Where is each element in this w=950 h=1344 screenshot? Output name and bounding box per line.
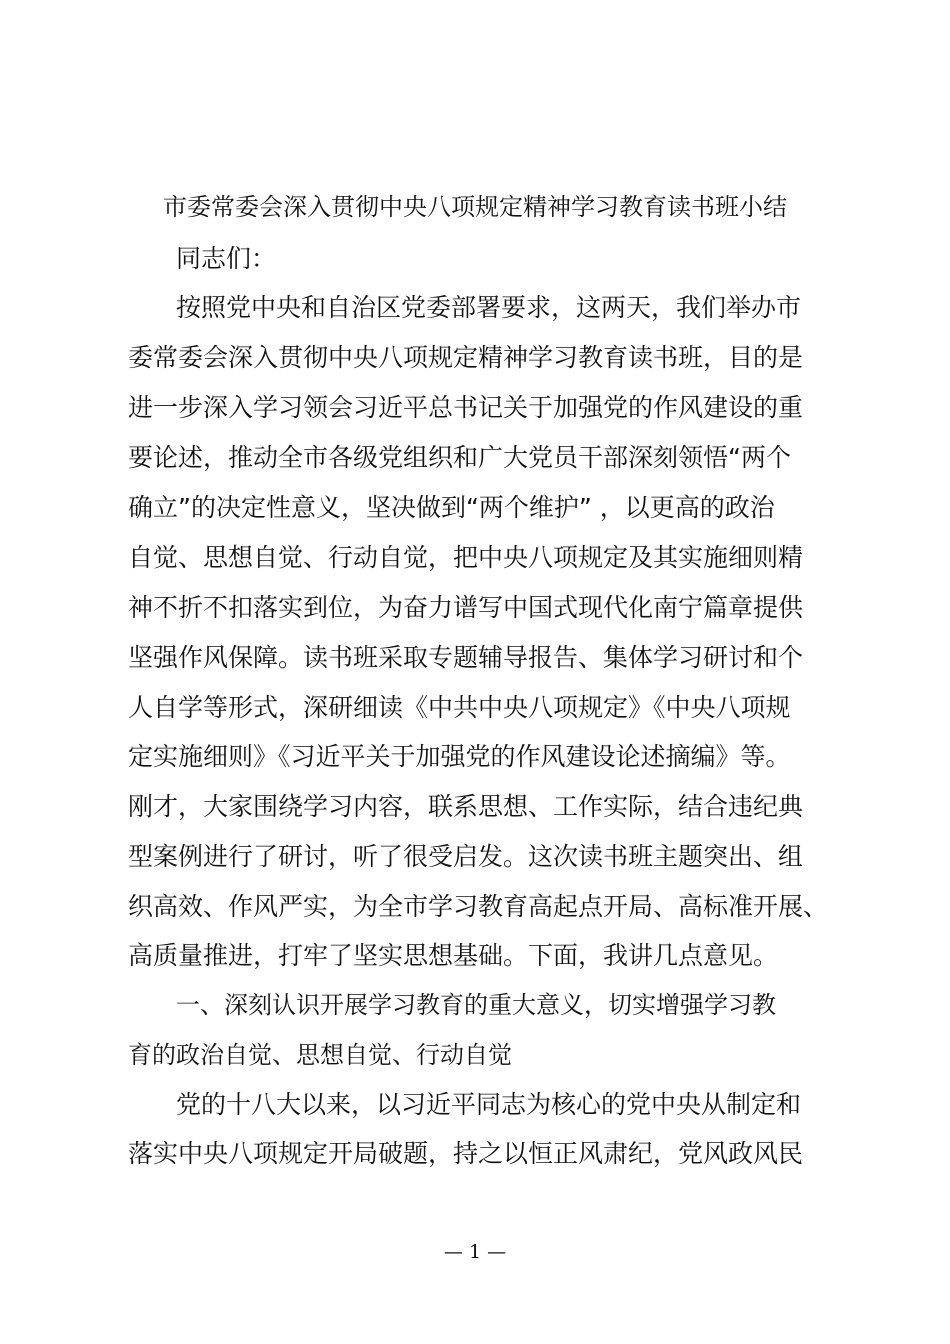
- body-line-5: 确立”的决定性意义，坚决做到“两个维护” ，以更高的政治: [128, 493, 775, 522]
- section-heading-line-1: 一、深刻认识开展学习教育的重大意义，切实增强学习教: [176, 991, 776, 1019]
- body-line-1: 按照党中央和自治区党委部署要求，这两天，我们举办市: [176, 293, 802, 322]
- salutation: 同志们：: [176, 244, 277, 273]
- body-line-14: 高质量推进，打牢了坚实思想基础。下面，我讲几点意见。: [128, 941, 779, 970]
- body-line-13: 织高效、作风严实，为全市学习教育高起点开局、高标准开展、: [128, 892, 829, 921]
- body-line-8: 坚强作风保障。读书班采取专题辅导报告、集体学习研讨和个: [128, 643, 804, 672]
- body-line-4: 要论述，推动全市各级党组织和广大党员干部深刻领悟“两个: [128, 443, 791, 472]
- section-heading-line-2: 育的政治自觉、思想自觉、行动自觉: [128, 1041, 512, 1069]
- section-body-line-1: 党的十八大以来，以习近平同志为核心的党中央从制定和: [176, 1090, 802, 1119]
- section-body-line-2: 落实中央八项规定开局破题，持之以恒正风肃纪，党风政风民: [128, 1139, 804, 1168]
- body-line-3: 进一步深入学习领会习近平总书记关于加强党的作风建设的重: [128, 393, 804, 422]
- body-line-6: 自觉、思想自觉、行动自觉，把中央八项规定及其实施细则精: [128, 543, 804, 572]
- body-line-10: 定实施细则》《习近平关于加强党的作风建设论述摘编》等。: [128, 742, 791, 771]
- body-line-2: 委常委会深入贯彻中央八项规定精神学习教育读书班，目的是: [128, 343, 804, 372]
- body-line-9: 人自学等形式，深研细读《中共中央八项规定》《中央八项规: [128, 693, 791, 722]
- body-line-12: 型案例进行了研讨，听了很受启发。这次读书班主题突出、组: [128, 842, 804, 871]
- document-title: 市委常委会深入贯彻中央八项规定精神学习教育读书班小结: [163, 193, 787, 221]
- body-line-7: 神不折不扣落实到位，为奋力谱写中国式现代化南宁篇章提供: [128, 593, 804, 622]
- page-number: — 1 —: [443, 1241, 507, 1263]
- body-line-11: 刚才，大家围绕学习内容，联系思想、工作实际，结合违纪典: [128, 792, 804, 821]
